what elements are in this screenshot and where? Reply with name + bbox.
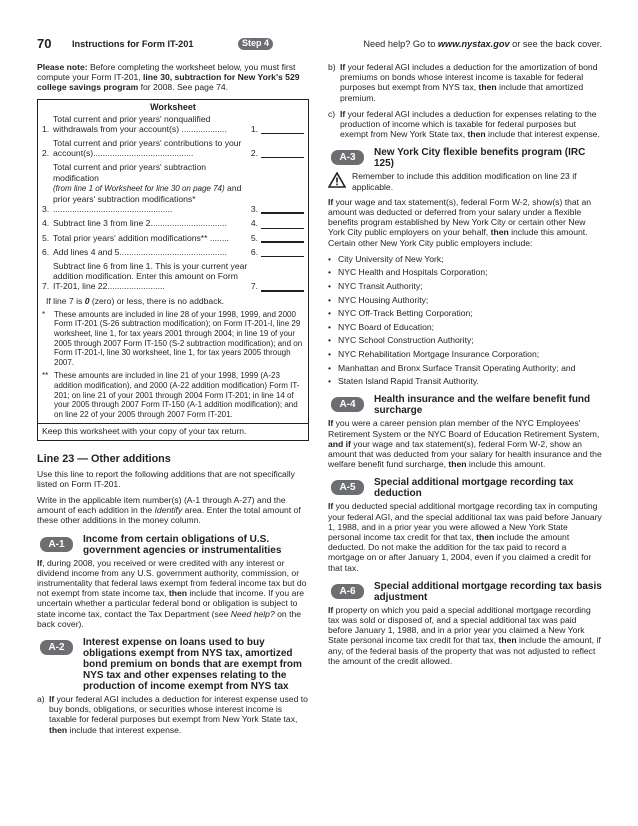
amount-field[interactable] (261, 248, 304, 257)
list-item: • NYC School Construction Authority; (328, 335, 474, 346)
item-badge: A-3 (331, 150, 364, 165)
list-item: • NYC Rehabilitation Mortgage Insurance Corporation; (328, 349, 540, 359)
amount-field[interactable] (261, 234, 304, 243)
warning-note: Remember to include this addition modification on line 23 if applicable. (328, 171, 602, 191)
item-heading-a5 (328, 477, 602, 499)
item-heading-a4 (328, 394, 602, 416)
intro-note: Please note: Before completing the worksheet below, you must first compute your Form IT-201, line 30, subtraction for New York's 529 college savings program for 2008. See page 74. (37, 62, 300, 93)
keep-note: Keep this worksheet with your copy of your tax return. (38, 423, 308, 436)
item-title: Special additional mortgage recording tax deduction (374, 477, 574, 500)
sub-item: b) If your federal AGI includes a deduction for the amortization of bond premiums on bonds whose interest income is taxable for federal purposes but exempt from NYS tax, then include that amortized premium. (328, 62, 598, 103)
page-header (37, 36, 602, 52)
help-link[interactable]: www.nystax.gov (437, 39, 510, 49)
worksheet-row: 7. Subtract line 6 from line 1. This is your current year addition modification. Enter this amount on Form IT-201, line 22........................ 7. (42, 261, 304, 292)
item-heading-a2 (37, 637, 309, 692)
sub-item: c) If your federal AGI includes a deduction for expenses relating to the production of income which is taxable for federal purposes but exempt from New York State tax, then include that interest expense. (328, 108, 600, 140)
worksheet-row: 2. Total current and prior years' contributions to your account(s).......................................... 2. (42, 138, 304, 158)
list-item: • NYC Off-Track Betting Corporation; (328, 308, 473, 319)
help-note: Need help? Go to www.nystax.gov or see the back cover. (363, 39, 602, 49)
item-badge: A-2 (40, 640, 73, 655)
list-item: • NYC Board of Education; (328, 321, 435, 332)
worksheet-title: Worksheet (150, 101, 196, 112)
employer-list (328, 254, 602, 387)
item-title: Interest expense on loans used to buy obligations exempt from NYS tax, amortized bond premium on bonds that are exempt from NYS tax and other expenses relating to the production of income exempt from NYS tax (83, 637, 302, 693)
item-badge: A-4 (331, 397, 364, 412)
worksheet-row: 4. Subtract line 3 from line 2................................ 4. (42, 218, 304, 228)
list-item: • Manhattan and Bronx Surface Transit Operating Authority; and (328, 362, 576, 373)
footnote: * These amounts are included in line 28 of your 1998, 1999, and 2000 Form IT-201 (S-26 subtraction modification); on Form IT-201-I, line 29 worksheet, line 1, for tax years 2001 through 2004; in line 19 of your 2005 through 2007 Form IT-150 (S-2 subtraction modification); and on Form IT-201-I, line 30 worksheet, line 1, for tax years 2005 through 2007. (42, 309, 303, 367)
section-heading: Line 23 — Other additions (37, 452, 171, 465)
worksheet-row: 1. Total current and prior years' nonqualified withdrawals from your account(s) ................... 1. (42, 114, 304, 134)
paragraph: If, during 2008, you received or were credited with any interest or dividend income from any U.S. government authority, commission, or instrumentality that federal laws exempt from federal income tax but do not exempt from state income tax, then include that income. If you are uncertain whether a particular federal bond or obligation is subject to state income tax, contact the Tax Department (see Need help? on the back cover). (37, 557, 307, 629)
item-badge: A-6 (331, 584, 364, 599)
page-title: Instructions for Form IT-201 (72, 39, 194, 49)
worksheet-row: 3. Total current and prior years' subtraction modification (from line 1 of Worksheet for line 30 on page 74) and prior years' subtraction modifications* .................................................. 3. (42, 162, 304, 214)
list-item: • NYC Housing Authority; (328, 294, 429, 305)
list-item: • NYC Health and Hospitals Corporation; (328, 267, 488, 278)
left-column (37, 62, 309, 741)
list-item: • Staten Island Rapid Transit Authority. (328, 376, 479, 387)
item-heading-a1 (37, 534, 309, 556)
paragraph: If property on which you paid a special additional mortgage recording tax was sold or disposed of, and a special additional tax was paid before January 1, 1988, and in a prior year you claimed a New York State personal income tax credit for that tax, then include the amount, if any, of the federal basis of the property that was not adjusted to reflect the amount of the credit allowed. (328, 604, 601, 666)
item-title: Special additional mortgage recording tax basis adjustment (374, 580, 602, 603)
list-item: • NYC Transit Authority; (328, 281, 423, 292)
warning-icon (328, 172, 346, 188)
page-number: 70 (37, 36, 52, 51)
paragraph: Write in the applicable item number(s) (A-1 through A-27) and the amount of each addition in the Identify area. Enter the total amount of these other additions in the money column. (37, 495, 301, 526)
item-title: New York City flexible benefits program (IRC 125) (374, 147, 586, 170)
item-title: Health insurance and the welfare benefit fund surcharge (374, 394, 591, 417)
item-title: Income from certain obligations of U.S. government agencies or instrumentalities (83, 533, 282, 556)
amount-field[interactable] (261, 220, 304, 229)
sub-item: a) If your federal AGI includes a deduction for interest expense used to buy bonds, obligations, or securities whose interest income is taxable for federal purposes but exempt from New York State tax, then include that interest expense. (37, 694, 308, 735)
footnote: ** These amounts are included in line 21 of your 1998, 1999 (A-23 addition modification), and 2000 (A-22 addition modification) Form IT-201; on line 21 of your 2001 through 2004 Form IT-201; in line 14 of your 2005 through 2007 Form IT-150 (A-1 addition modification); and on line 22 of your 2005 through 2007 Form IT-201. (42, 371, 300, 419)
worksheet-row: 6. Add lines 4 and 5............................................. 6. (42, 247, 304, 257)
item-heading-a6 (328, 581, 602, 603)
paragraph: If your wage and tax statement(s), federal Form W-2, show(s) that an amount was deducted or deferred from your salary under a flexible benefits program established by New York City or certain other New York City public employers on your behalf, then include this amount. Certain other New York City public employers include: (328, 196, 592, 248)
list-item: • City University of New York; (328, 253, 444, 264)
item-badge: A-1 (40, 537, 73, 552)
amount-field[interactable] (261, 205, 304, 214)
amount-field[interactable] (261, 125, 304, 134)
worksheet-row: 5. Total prior years' addition modifications** ........ 5. (42, 233, 304, 243)
amount-field[interactable] (261, 283, 304, 292)
paragraph: If you were a career pension plan member of the NYC Employees' Retirement System or the NYC Board of Education Retirement System, and if your wage and tax statement(s), federal Form W-2, show an amount that was deducted from your salary for health insurance and the welfare benefit fund surcharge, then include this amount. (328, 418, 602, 470)
amount-field[interactable] (261, 149, 304, 158)
item-badge: A-5 (331, 480, 364, 495)
item-heading-a3 (328, 147, 602, 169)
right-column (328, 62, 602, 672)
zero-note: If line 7 is 0 (zero) or less, there is no addback. (46, 295, 225, 306)
worksheet (37, 99, 309, 441)
paragraph: If you deducted special additional mortgage recording tax in computing your federal AGI, and the special additional tax was paid before January 1, 1988, and in a prior year you were allowed a New York State personal income tax credit for that tax, then include the amount deducted. Do not make the addition for the tax paid to record a mortgage on or after January 1, 2004, even if you claimed a credit for that tax. (328, 501, 602, 573)
paragraph: Use this line to report the following additions that are not specifically listed on Form IT-201. (37, 468, 295, 489)
step-badge: Step 4 (238, 38, 273, 50)
